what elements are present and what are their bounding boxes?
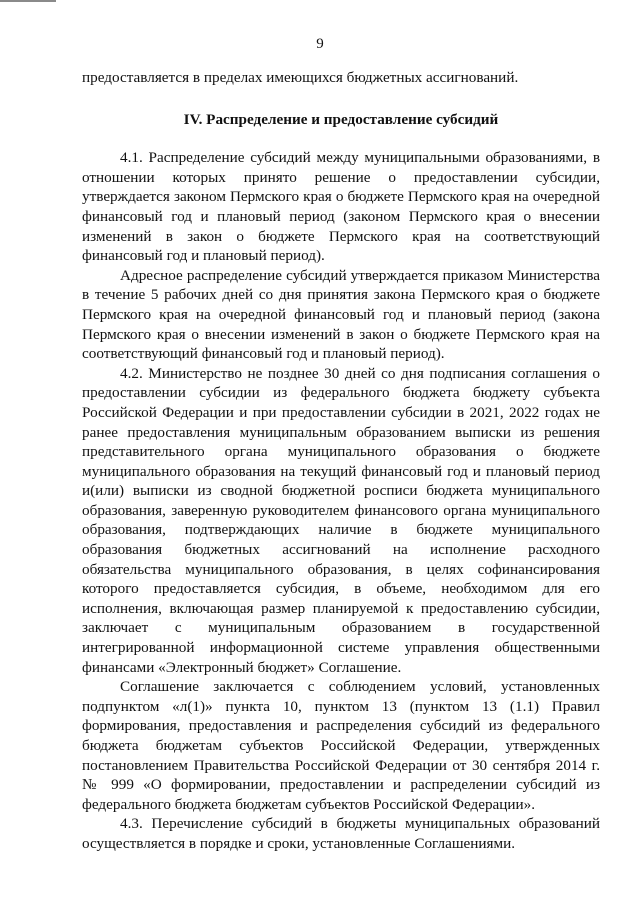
intro-line: предоставляется в пределах имеющихся бюджетных ассигнований. (82, 69, 519, 86)
paragraph-4-1: 4.1. Распределение субсидий между муниципальными образованиями, в отношении которых принято решение о предоставлении субсидии, утверждается законом Пермского края о бюджете Пермского края на очередной финансовый год и плановый период (законом Пермского края о внесении изменений в закон о бюджете Пермского края на соответствующий финансовый год и плановый период). (82, 149, 600, 265)
scan-edge-mark (0, 0, 56, 2)
paragraph-agreement-conditions: Соглашение заключается с соблюдением условий, установленных подпунктом «л(1)» пункта 10, пунктом 13 (пунктом 13 (1.1) Правил формирования, предоставления и распределения субсидий из федерального бюджета бюджетам субъектов Российской Федерации, утвержденных постановлением Правительства Российской Федерации от 30 сентября 2014 г. № 999 «О формировании, предоставлении и распределении субсидий из федерального бюджета бюджетам субъектов Российской Федерации». (82, 678, 600, 813)
paragraph-4-2: 4.2. Министерство не позднее 30 дней со дня подписания соглашения о предоставлении субсидии из федерального бюджета бюджету субъекта Российской Федерации и при предоставлении субсидии в 2021, 2022 годах не ранее предоставления муниципальным образованием выписки из решения представительного органа муниципального образования о бюджете муниципального образования на текущий финансовый год и плановый период и(или) выписки из сводной бюджетной росписи бюджета муниципального образования, заверенную руководителем финансового органа муниципального образования, подтверждающих наличие в бюджете муниципального образования бюджетных ассигнований на исполнение расходного обязательства муниципального образования, в целях софинансирования которого предоставляется субсидия, в объеме, необходимом для его исполнения, включающая размер планируемой к предоставлению субсидии, заключает с муниципальным образованием в государственной интегрированной информационной системе управления общественными финансами «Электронный бюджет» Соглашение. (82, 364, 600, 676)
page-number: 9 (316, 36, 324, 52)
paragraph-address-distribution: Адресное распределение субсидий утверждается приказом Министерства в течение 5 рабочих дней со дня принятия закона Пермского края о бюджете Пермского края на очередной финансовый год и плановый период (закона Пермского края о внесении изменений в закон о бюджете Пермского края на соответствующий финансовый год и плановый период). (82, 266, 600, 363)
document-body (82, 68, 600, 854)
paragraph-4-3: 4.3. Перечисление субсидий в бюджеты муниципальных образований осуществляется в порядке и сроки, установленные Соглашениями. (82, 815, 600, 852)
section-heading: IV. Распределение и предоставление субсидий (183, 110, 499, 128)
